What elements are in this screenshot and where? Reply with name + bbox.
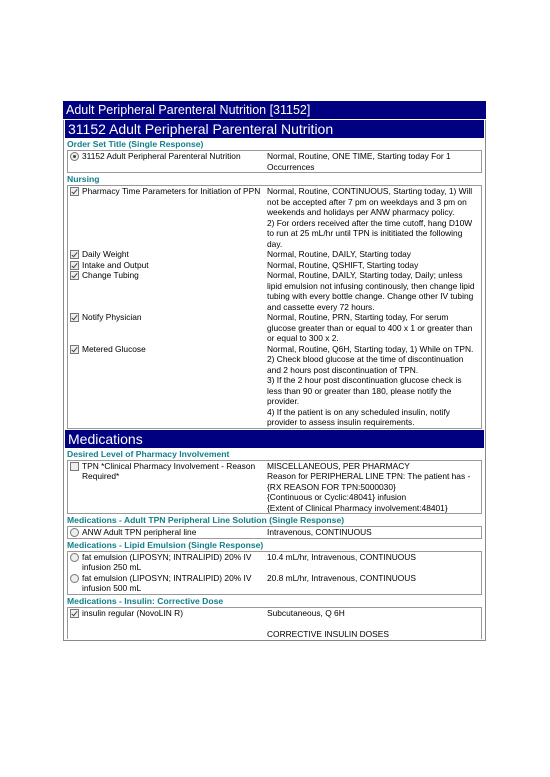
order-row[interactable] <box>68 344 481 428</box>
order-name: ANW Adult TPN peripheral line <box>82 527 197 537</box>
medications-header: Medications <box>65 430 484 448</box>
radio-selected-icon[interactable] <box>70 152 79 161</box>
section-label-nursing: Nursing <box>67 174 100 184</box>
order-set-container <box>63 120 486 641</box>
radio-unselected-icon[interactable] <box>70 553 79 562</box>
order-name: Intake and Output <box>82 259 149 270</box>
order-row[interactable] <box>68 270 481 312</box>
order-row[interactable] <box>68 260 481 271</box>
order-name: Metered Glucose <box>82 343 146 354</box>
order-detail: MISCELLANEOUS, PER PHARMACY Reason for PERIPHERAL LINE TPN: The patient has - {RX REASON FOR TPN:5000030} {Continuous or Cyclic:48041} infusion {Extent of Clinical Pharmacy involvement:48401} <box>267 460 471 513</box>
section-label-peripheral: Medications - Adult TPN Peripheral Line Solution (Single Response) <box>67 515 345 525</box>
order-detail: Normal, Routine, DAILY, Starting today <box>267 249 411 259</box>
order-detail: Normal, Routine, DAILY, Starting today, Daily; unless lipid emulsion not infusing continously, then change lipid tubing with every bottle change. Change other IV tubing and cassette every 72 hours. <box>267 270 475 312</box>
checkbox-checked-icon[interactable] <box>70 187 79 196</box>
order-name: Change Tubing <box>82 270 139 280</box>
order-row[interactable] <box>68 461 481 514</box>
order-row[interactable] <box>68 186 481 249</box>
insulin-block <box>67 607 482 640</box>
order-detail: Normal, Routine, QSHIFT, Starting today <box>267 259 419 270</box>
order-detail: Normal, Routine, Q6H, Starting today, 1) While on TPN. 2) Check blood glucose at the time of discontinuation and 2 hours post discontinuation of TPN. 3) If the 2 hour post discontinuation glucose check is less than 90 or greater than 180, please notify the provider. 4) If the patient is on any scheduled insulin, notify provider to assess insulin requirements. <box>267 343 474 427</box>
order-detail: Normal, Routine, PRN, Starting today, For serum glucose greater than or equal to 400 x 1 or greater than or equal to 300 x 2. <box>267 312 473 343</box>
order-row[interactable] <box>68 552 481 573</box>
order-detail: Normal, Routine, ONE TIME, Starting today For 1 Occurrences <box>267 151 451 172</box>
order-row[interactable] <box>68 312 481 344</box>
order-row[interactable] <box>68 151 481 172</box>
order-row[interactable] <box>68 249 481 260</box>
order-name: 31152 Adult Peripheral Parenteral Nutrition <box>82 151 241 161</box>
order-detail: Intravenous, CONTINUOUS <box>267 527 372 537</box>
checkbox-checked-icon[interactable] <box>70 261 79 270</box>
pharmacy-block <box>67 460 482 515</box>
order-detail: 20.8 mL/hr, Intravenous, CONTINUOUS <box>267 572 416 583</box>
checkbox-checked-icon[interactable] <box>70 345 79 354</box>
order-detail: Subcutaneous, Q 6H CORRECTIVE INSULIN DOSES <box>267 607 389 639</box>
section-label-pharmacy: Desired Level of Pharmacy Involvement <box>67 448 230 459</box>
order-detail: Normal, Routine, CONTINUOUS, Starting today, 1) Will not be accepted after 7 pm on weekdays and 3 pm on weekends and holidays per ANW pharmacy policy. 2) For orders received after the time cutoff, hang D10W to run at 25 mL/hr until TPN is inititiated the following day. <box>267 186 473 249</box>
order-detail: 10.4 mL/hr, Intravenous, CONTINUOUS <box>267 551 416 562</box>
order-name: insulin regular (NovoLIN R) <box>82 607 184 618</box>
nursing-block <box>67 185 482 429</box>
radio-unselected-icon[interactable] <box>70 528 79 537</box>
checkbox-checked-icon[interactable] <box>70 313 79 322</box>
order-row[interactable] <box>68 608 481 640</box>
checkbox-checked-icon[interactable] <box>70 250 79 259</box>
order-name: TPN *Clinical Pharmacy Involvement - Reason Required* <box>82 460 256 481</box>
order-name: Pharmacy Time Parameters for Initiation of PPN <box>82 186 261 196</box>
checkbox-checked-icon[interactable] <box>70 271 79 280</box>
checkbox-checked-icon[interactable] <box>70 609 79 618</box>
section-label-insulin: Medications - Insulin: Corrective Dose <box>67 595 224 606</box>
order-name: fat emulsion (LIPOSYN; INTRALIPID) 20% IV infusion 250 mL <box>82 551 252 572</box>
order-row[interactable] <box>68 527 481 538</box>
order-set-page <box>63 101 486 641</box>
lipid-block <box>67 551 482 595</box>
checkbox-unchecked-icon[interactable] <box>70 462 79 471</box>
order-name: fat emulsion (LIPOSYN; INTRALIPID) 20% IV infusion 500 mL <box>82 572 252 593</box>
order-set-title-block <box>67 150 482 173</box>
section-label-lipid: Medications - Lipid Emulsion (Single Response) <box>67 539 264 550</box>
order-row[interactable] <box>68 573 481 594</box>
order-name: Notify Physician <box>82 312 142 322</box>
radio-unselected-icon[interactable] <box>70 574 79 583</box>
peripheral-block <box>67 526 482 539</box>
page-title: Adult Peripheral Parenteral Nutrition [31152] <box>63 101 486 119</box>
section-label-order-set-title: Order Set Title (Single Response) <box>67 139 204 149</box>
order-set-subtitle: 31152 Adult Peripheral Parenteral Nutrition <box>65 120 484 138</box>
order-name: Daily Weight <box>82 249 129 259</box>
